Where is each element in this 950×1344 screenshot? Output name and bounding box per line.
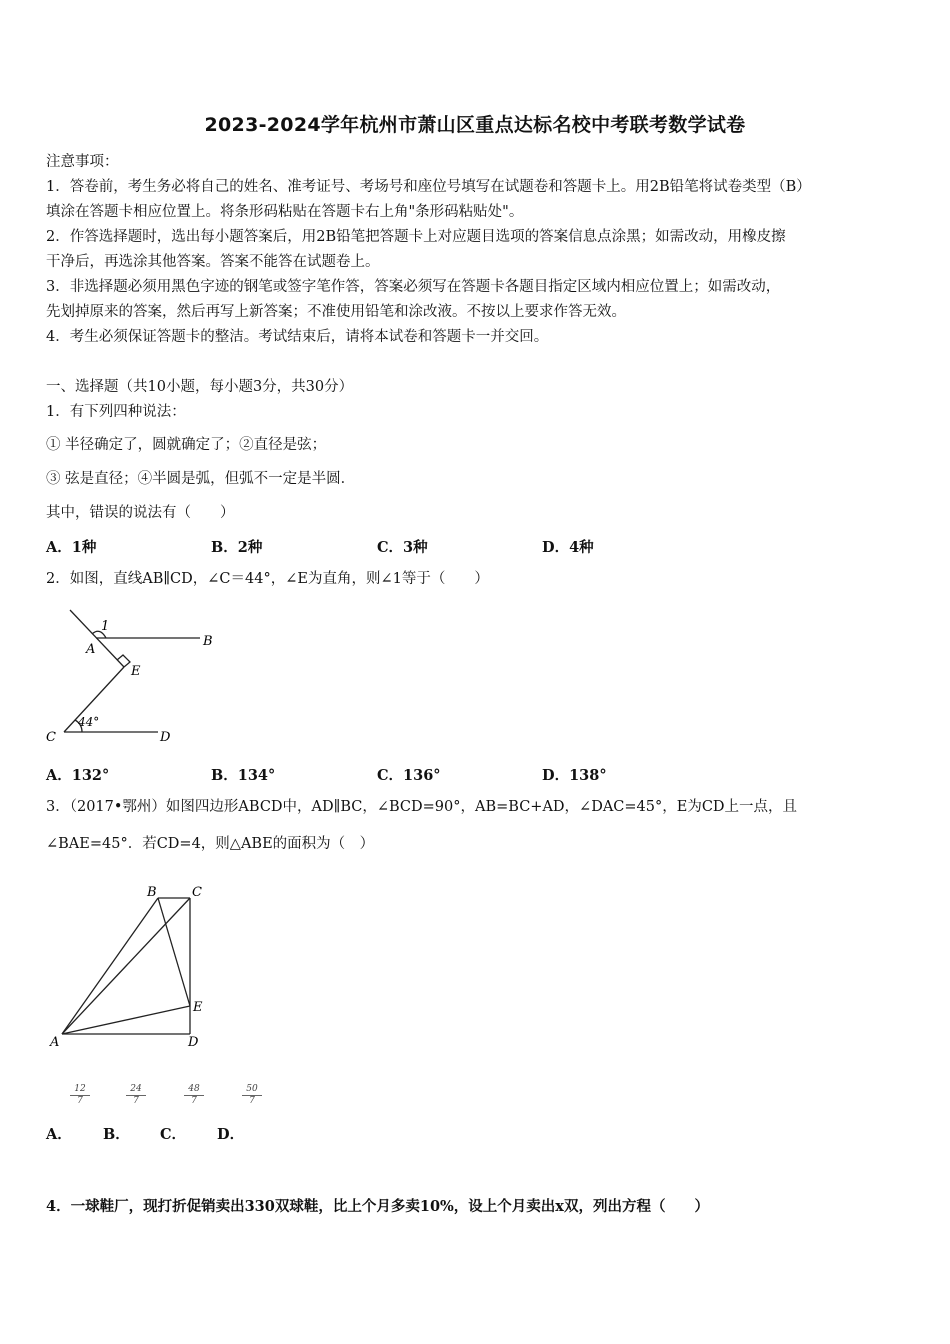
q2-option-b: B．134° [211, 767, 276, 784]
label-1: 1 [101, 619, 110, 634]
label-b: B [203, 634, 213, 649]
q1-option-d: D．4种 [542, 539, 594, 556]
q2-option-a: A．132° [46, 767, 110, 784]
q1-statement: ① 半径确定了，圆就确定了；②直径是弦； [46, 437, 327, 453]
label-c: C [46, 730, 56, 745]
q3-option-a: A． [46, 1126, 72, 1143]
q1-statement: ③ 弦是直径；④半圆是弧，但弧不一定是半圆． [46, 471, 356, 487]
notice-line: 2．作答选择题时，选出每小题答案后，用2B铅笔把答题卡上对应题目选项的答案信息点涂黑；如需改动，用橡皮擦 [46, 229, 786, 245]
label-a: A [50, 1035, 60, 1050]
q3-option-c: C． [160, 1126, 187, 1143]
q3-fraction-a [70, 1084, 90, 1107]
q3-stem: 3．（2017•鄂州）如图四边形ABCD中，AD∥BC，∠BCD=90°，AB=BC+AD，∠DAC=45°，E为CD上一点，且 [46, 799, 798, 815]
section-heading: 一、选择题（共10小题，每小题3分，共30分） [46, 379, 354, 395]
denominator: 7 [133, 1096, 139, 1106]
notice-heading: 注意事项： [46, 154, 119, 170]
notice-line: 3．非选择题必须用黑色字迹的钢笔或签字笔作答，答案必须写在答题卡各题目指定区域内相应位置上；如需改动， [46, 279, 781, 295]
notice-line: 1．答卷前，考生务必将自己的姓名、准考证号、考场号和座位号填写在试题卷和答题卡上。用2B铅笔将试卷类型（B） [46, 179, 811, 195]
q2-option-d: D．138° [542, 767, 607, 784]
label-angle: 44° [78, 715, 100, 729]
notice-line: 先划掉原来的答案，然后再写上新答案；不准使用铅笔和涂改液。不按以上要求作答无效。 [46, 304, 626, 320]
q2-option-c: C．136° [377, 767, 441, 784]
q3-option-d: D． [217, 1126, 245, 1143]
label-e: E [193, 1000, 203, 1015]
q1-option-a: A．1种 [46, 539, 97, 556]
page-title: 2023-2024学年杭州市萧山区重点达标名校中考联考数学试卷 [204, 114, 746, 136]
q2-figure [40, 600, 230, 750]
denominator: 7 [77, 1096, 83, 1106]
q1-question: 其中，错误的说法有（ ） [46, 505, 235, 521]
segment-ac [62, 898, 190, 1034]
numerator: 24 [126, 1084, 146, 1096]
q4-stem: 4．一球鞋厂，现打折促销卖出330双球鞋，比上个月多卖10%，设上个月卖出x双，列出方程（ ） [46, 1198, 709, 1215]
notice-line: 4．考生必须保证答题卡的整洁。考试结束后，请将本试卷和答题卡一并交回。 [46, 329, 549, 345]
label-a: A [86, 642, 96, 657]
q3-fraction-d [242, 1084, 262, 1107]
q3-figure [40, 878, 220, 1058]
label-c: C [192, 885, 202, 900]
q3-stem: ∠BAE=45°．若CD=4，则△ABE的面积为（ ） [46, 836, 375, 852]
notice-line: 填涂在答题卡相应位置上。将条形码粘贴在答题卡右上角"条形码粘贴处"。 [46, 204, 524, 220]
q3-option-b: B． [103, 1126, 130, 1143]
segment-ab [62, 898, 158, 1034]
label-e: E [131, 664, 141, 679]
q1-option-c: C．3种 [377, 539, 428, 556]
q1-stem: 1．有下列四种说法： [46, 404, 186, 420]
label-d: D [188, 1035, 199, 1050]
notice-line: 干净后，再选涂其他答案。答案不能答在试题卷上。 [46, 254, 380, 270]
q1-option-b: B．2种 [211, 539, 263, 556]
numerator: 48 [184, 1084, 204, 1096]
segment-ae [62, 1006, 190, 1034]
numerator: 50 [242, 1084, 262, 1096]
label-d: D [160, 730, 171, 745]
numerator: 12 [70, 1084, 90, 1096]
denominator: 7 [191, 1096, 197, 1106]
q2-stem: 2．如图，直线AB∥CD，∠C＝44°，∠E为直角，则∠1等于（ ） [46, 571, 489, 587]
q3-fraction-b [126, 1084, 146, 1107]
denominator: 7 [249, 1096, 255, 1106]
label-b: B [147, 885, 157, 900]
q3-fraction-c [184, 1084, 204, 1107]
